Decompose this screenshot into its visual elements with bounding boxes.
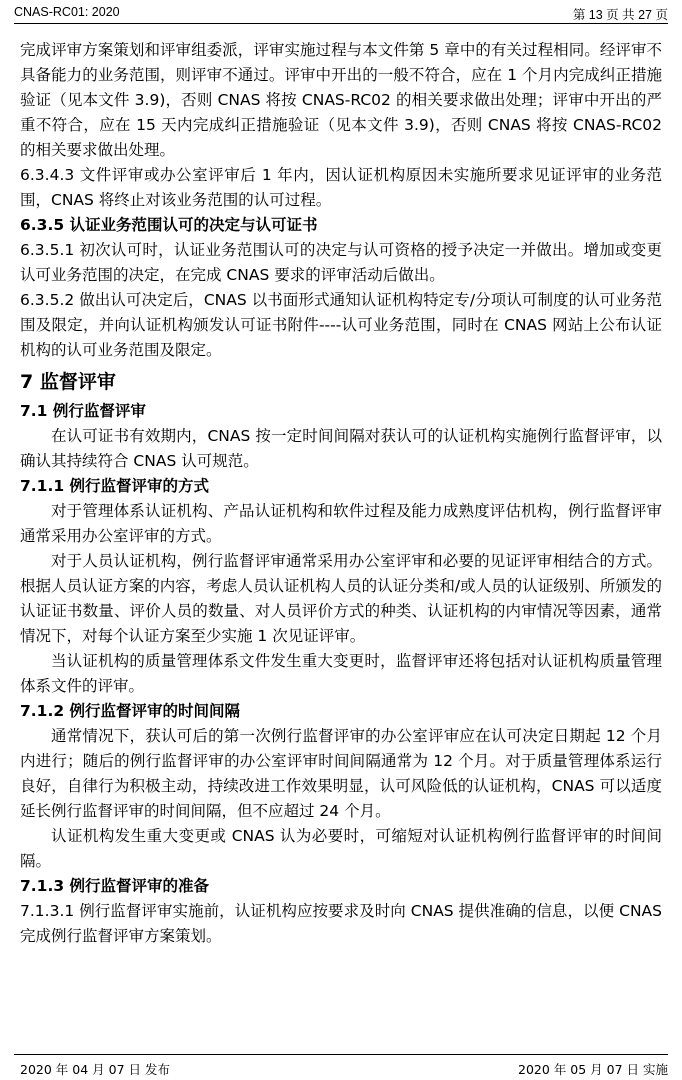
paragraph-7-1: 在认可证书有效期内，CNAS 按一定时间间隔对获认可的认证机构实施例行监督评审，以确认其持续符合 CNAS 认可规范。 bbox=[20, 427, 662, 470]
heading-7: 7 监督评审 bbox=[20, 371, 116, 393]
issue-date: 2020 年 04 月 07 日 发布 bbox=[20, 1062, 170, 1077]
clause-7-1-3-1: 7.1.3.1 例行监督评审实施前，认证机构应按要求及时向 CNAS 提供准确的信息，以便 CNAS 完成例行监督评审方案策划。 bbox=[20, 902, 662, 945]
paragraph-7-1-1-a: 对于管理体系认证机构、产品认证机构和软件过程及能力成熟度评估机构，例行监督评审通常采用办公室评审的方式。 bbox=[20, 502, 662, 545]
paragraph-continued: 完成评审方案策划和评审组委派，评审实施过程与本文件第 5 章中的有关过程相同。经评审不具备能力的业务范围，则评审不通过。评审中开出的一般不符合，应在 1 个月内完成纠正措施验证（见本文件 3.9)，否则 CNAS 将按 CNAS-RC02 的相关要求做出处理；评审中开出的严重不符合，应在 15 天内完成纠正措施验证（见本文件 3.9)，否则 CNAS 将按 CNAS-RC02 的相关要求做出处理。 bbox=[20, 41, 662, 159]
page-number: 第 13 页 共 27 页 bbox=[572, 8, 668, 22]
clause-6-3-5-1: 6.3.5.1 初次认可时，认证业务范围认可的决定与认可资格的授予决定一并做出。增加或变更认可业务范围的决定，在完成 CNAS 要求的评审活动后做出。 bbox=[20, 241, 662, 284]
paragraph-7-1-1-c: 当认证机构的质量管理体系文件发生重大变更时，监督评审还将包括对认证机构质量管理体系文件的评审。 bbox=[20, 652, 662, 695]
heading-6-3-5: 6.3.5 认证业务范围认可的决定与认可证书 bbox=[20, 216, 318, 234]
heading-7-1: 7.1 例行监督评审 bbox=[20, 402, 146, 420]
heading-7-1-1: 7.1.1 例行监督评审的方式 bbox=[20, 477, 210, 495]
page-footer bbox=[14, 1054, 668, 1077]
paragraph-7-1-2-b: 认证机构发生重大变更或 CNAS 认为必要时，可缩短对认证机构例行监督评审的时间间隔。 bbox=[20, 827, 662, 870]
clause-6-3-4-3: 6.3.4.3 文件评审或办公室评审后 1 年内，因认证机构原因未实施所要求见证评审的业务范围，CNAS 将终止对该业务范围的认可过程。 bbox=[20, 166, 662, 209]
effective-date: 2020 年 05 月 07 日 实施 bbox=[518, 1062, 668, 1077]
doc-id: CNAS-RC01: 2020 bbox=[14, 5, 120, 19]
document-body bbox=[20, 38, 662, 949]
paragraph-7-1-2-a: 通常情况下，获认可后的第一次例行监督评审的办公室评审应在认可决定日期起 12 个月内进行；随后的例行监督评审的办公室评审时间间隔通常为 12 个月。对于质量管理体系运行良好，自律行为积极主动，持续改进工作效果明显，认可风险低的认证机构，CNAS 可以适度延长例行监督评审的时间间隔，但不应超过 24 个月。 bbox=[20, 727, 662, 820]
page-header bbox=[14, 3, 668, 24]
clause-6-3-5-2: 6.3.5.2 做出认可决定后，CNAS 以书面形式通知认证机构特定专/分项认可制度的认可业务范围及限定，并向认证机构颁发认可证书附件----认可业务范围，同时在 CNAS 网站上公布认证机构的认可业务范围及限定。 bbox=[20, 291, 662, 359]
heading-7-1-3: 7.1.3 例行监督评审的准备 bbox=[20, 877, 210, 895]
heading-7-1-2: 7.1.2 例行监督评审的时间间隔 bbox=[20, 702, 241, 720]
paragraph-7-1-1-b: 对于人员认证机构，例行监督评审通常采用办公室评审和必要的见证评审相结合的方式。根据人员认证方案的内容，考虑人员认证机构人员的认证分类和/或人员的认证级别、所颁发的认证证书数量、评价人员的数量、对人员评价方式的种类、认证机构的内审情况等因素，通常情况下，对每个认证方案至少实施 1 次见证评审。 bbox=[20, 552, 662, 645]
